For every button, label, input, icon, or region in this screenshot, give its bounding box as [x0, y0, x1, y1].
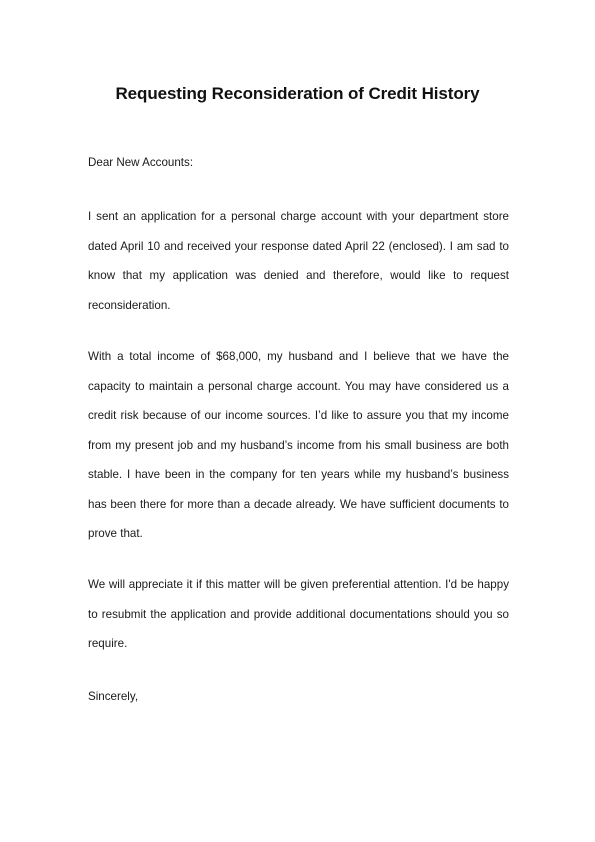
paragraph-request-attention: We will appreciate it if this matter will be given preferential attention. I'd be happy to resubmit the application and provide additional documentations should you so require.: [88, 578, 509, 650]
closing: Sincerely,: [88, 690, 139, 703]
salutation: Dear New Accounts:: [88, 156, 194, 169]
letter-title: Requesting Reconsideration of Credit History: [115, 84, 480, 103]
paragraph-application-denied: I sent an application for a personal charge account with your department store dated April 10 and received your response dated April 22 (enclosed). I am sad to know that my application was denied and therefore, would like to request reconsideration.: [88, 210, 509, 312]
paragraph-income-stability: With a total income of $68,000, my husband and I believe that we have the capacity to maintain a personal charge account. You may have considered us a credit risk because of our income sources. I’d like to assure you that my income from my present job and my husband’s income from his small business are both stable. I have been in the company for ten years while my husband’s business has been there for more than a decade already. We have sufficient documents to prove that.: [88, 350, 509, 540]
